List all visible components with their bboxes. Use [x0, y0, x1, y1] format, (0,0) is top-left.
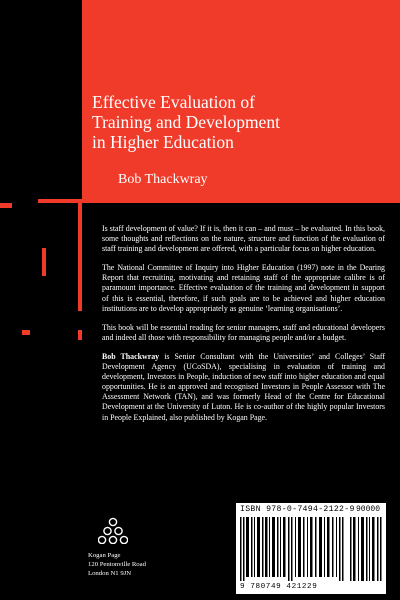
blurb-paragraph-2: The National Committee of Inquiry into Higher Education (1997) note in the Dearing Report that recruiting, motivating and retaining staff of the appropriate calibre is of paramount importance. Effective evaluation of the training and development in support of this is essential, therefore, if such goals are to be achieved and higher education institutions are to develop appropriately as genuine ‘learning organisations’. [102, 263, 385, 313]
blurb-paragraph-3: This book will be essential reading for senior managers, staff and educational developers and indeed all those with responsibility for managing people and/or a budget. [102, 322, 385, 342]
blurb-text [102, 224, 385, 432]
publisher-name: Kogan Page [88, 552, 121, 559]
price-code: 90000 [356, 505, 381, 514]
book-author: Bob Thackwray [118, 172, 208, 187]
red-bar-vertical-long [78, 203, 82, 311]
author-bio-name: Bob Thackwray [102, 351, 160, 361]
publisher-address-line-2: London N1 9JN [88, 570, 132, 577]
author-bio-text: is Senior Consultant with the Universities’ and Colleges’ Staff Development Agency (UCoSDA), specialising in evaluation of training and development, Investors in People, induction of new staff into higher education and equal opportunities. He is an approved and recognised Investors in People Assessor with The Assessment Network (TAN), and was formerly Head of the Centre for Educational Development at the University of Luton. He is co-author of the highly popular Investors in People Explained, also published by Kogan Page. [102, 351, 385, 422]
isbn-text: ISBN 978-0-7494-2122-9 [240, 505, 355, 514]
publisher-address-line-1: 120 Pentonville Road [88, 561, 146, 568]
book-title [92, 92, 392, 152]
red-bar-vertical-short [42, 248, 46, 276]
publisher-block [88, 551, 146, 578]
red-bar-left-top [0, 203, 12, 208]
isbn-barcode-box [236, 503, 386, 594]
title-line-2: Training and Development [92, 112, 280, 132]
blurb-paragraph-4 [102, 352, 385, 423]
ean-barcode-icon [240, 517, 346, 581]
title-line-1: Effective Evaluation of [92, 92, 255, 112]
kogan-page-triangle-logo-icon [98, 516, 128, 544]
blurb-paragraph-1: Is staff development of value? If it is, then it can – and must – be evaluated. In this book, some thoughts and reflections on the nature, structure and function of the evaluation of staff training and development are offered, with a particular focus on higher education. [102, 224, 385, 254]
red-bar-horizontal [38, 199, 82, 203]
red-bar-small-square [22, 330, 30, 335]
barcode-digits: 9 780749 421229 [240, 583, 318, 591]
price-barcode-icon [350, 517, 382, 581]
title-line-3: in Higher Education [92, 132, 234, 152]
red-bar-vertical-mid [78, 330, 82, 340]
